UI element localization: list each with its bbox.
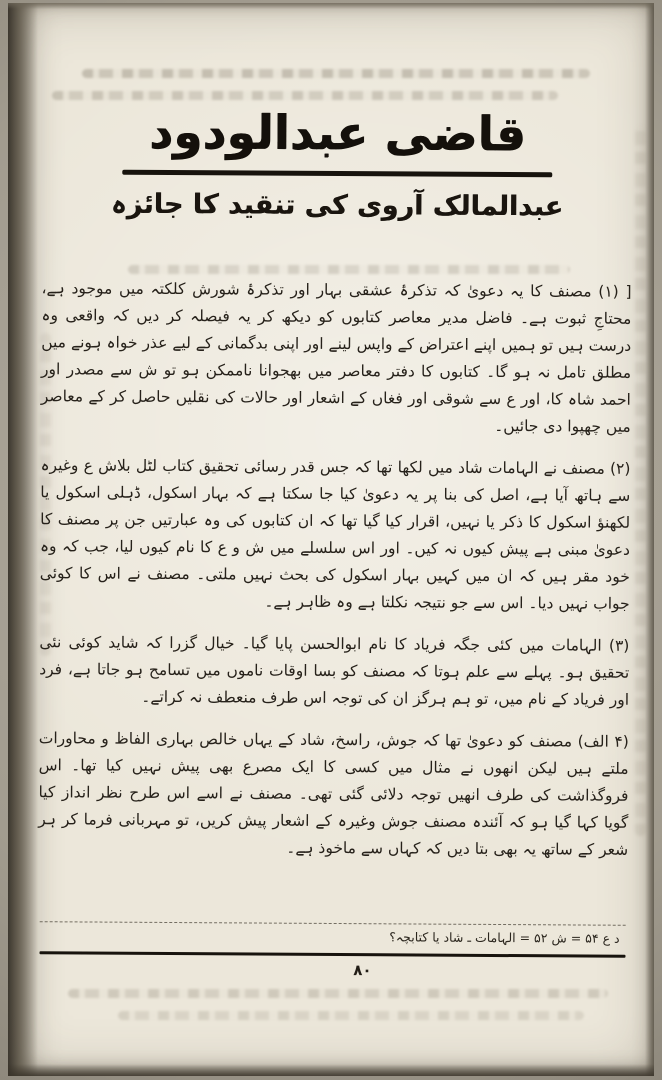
footer-rule (39, 951, 625, 957)
page-content (37, 1, 634, 1078)
body-paragraph-3: (۳) الہامات میں کئی جگہ فریاد کا نام ابوالحسن پایا گیا۔ خیال گزرا کہ شاید کوئی نئی تحقیق ہو۔ پہلے سے علم ہوتا کہ مصنف کو بسا اوقات ناموں میں تسامح ہو جاتا ہے، فرد اور فریاد کے نام میں، تو ہم ہرگز ان کی توجہ اس طرف منعطف نہ کراتے۔ (39, 633, 630, 709)
scanned-page (8, 3, 654, 1076)
body-paragraph-2: (۲) مصنف نے الہامات شاد میں لکھا تھا کہ جس قدر رسائی تحقیق کتاب لٹل بلاش ع وغیرہ سے ہاتھ آیا ہے، اصل کی بنا پر یہ دعویٰ کیا جا سکتا ہے کہ بہار اسکول، ڈہلی اسکول یا لکھنؤ اسکول کا ذکر یا نہیں، اقرار کیا گیا تھا کہ ان کتابوں کی وہ عبارتیں جن پر مصنف کا دعویٰ مبنی ہے پیش کیوں نہ کیں۔ اور اس سلسلے میں ش و ع کا نام کیوں لیا، جب کہ وہ خود مقر ہیں کہ ان میں کہیں بہار اسکول کی بحث نہیں ملتی۔ مصنف نے اس کا کوئی جواب نہیں دیا۔ اس سے جو نتیجہ نکلتا ہے وہ ظاہر ہے۔ (39, 456, 631, 613)
footnote-separator-rule (40, 921, 626, 926)
page-subtitle: عبدالمالک آروی کی تنقید کا جائزہ (110, 188, 564, 223)
gutter-shadow (8, 3, 38, 1076)
page-title: قاضی عبدالودود (148, 104, 527, 163)
page-number: ۸۰ (353, 960, 372, 979)
body-paragraph-1: [ (۱) مصنف کا یہ دعویٰ کہ تذکرۂ عشقی بہار اور تذکرۂ شورش کلکتہ میں موجود ہے، محتاجِ ثبوت ہے۔ فاضل مدیر معاصر کتابوں کو دیکھ کر یہ فیصلہ کر دیں کہ واقعی وہ درست ہیں تو ہمیں اپنے اعتراض کے واپس لینے اور اپنی بدگمانی کے لیے عذر خواہ ہونے میں مطلق تامل نہ ہو گا۔ کتابوں کا دفتر معاصر میں بھجوانا ناممکن ہو تو ش سے مصدر اور احمد شاہ کا، اور ع سے شوقی اور فغاں کے اشعار اور حالات کی نقلیں حاصل کر کے معاصر میں چھپوا دی جائیں۔ (40, 279, 632, 436)
body-text (38, 275, 632, 864)
right-edge-shadow (645, 3, 654, 1076)
page-footer (39, 921, 625, 980)
body-paragraph-4: (۴ الف) مصنف کو دعویٰ تھا کہ جوش، راسخ، شاد کے یہاں خالص بہاری الفاظ و محاورات ملتے ہیں لیکن انھوں نے مثال میں کسی کا ایک مصرع بھی پیش نہیں کیا تھا۔ اس فروگذاشت کی طرف انھیں توجہ دلائی گئی تھی۔ مصنف نے اسے اس طرح نظر انداز کیا گویا کہا گیا ہو کہ آئندہ مصنف جوش وغیرہ کے اشعار پیش کریں، تو مہربانی فرما کر ہر شعر کے ساتھ یہ بھی بتا دیں کہ کہاں سے ماخوذ ہے۔ (38, 729, 629, 859)
title-underline-rule (122, 170, 552, 178)
footnote-text: د ع ۵۴ = ش ۵۲ = الہامات ـ شاد یا کتابچہ؟ (389, 929, 620, 946)
bleedthrough-margin-text (635, 123, 646, 836)
